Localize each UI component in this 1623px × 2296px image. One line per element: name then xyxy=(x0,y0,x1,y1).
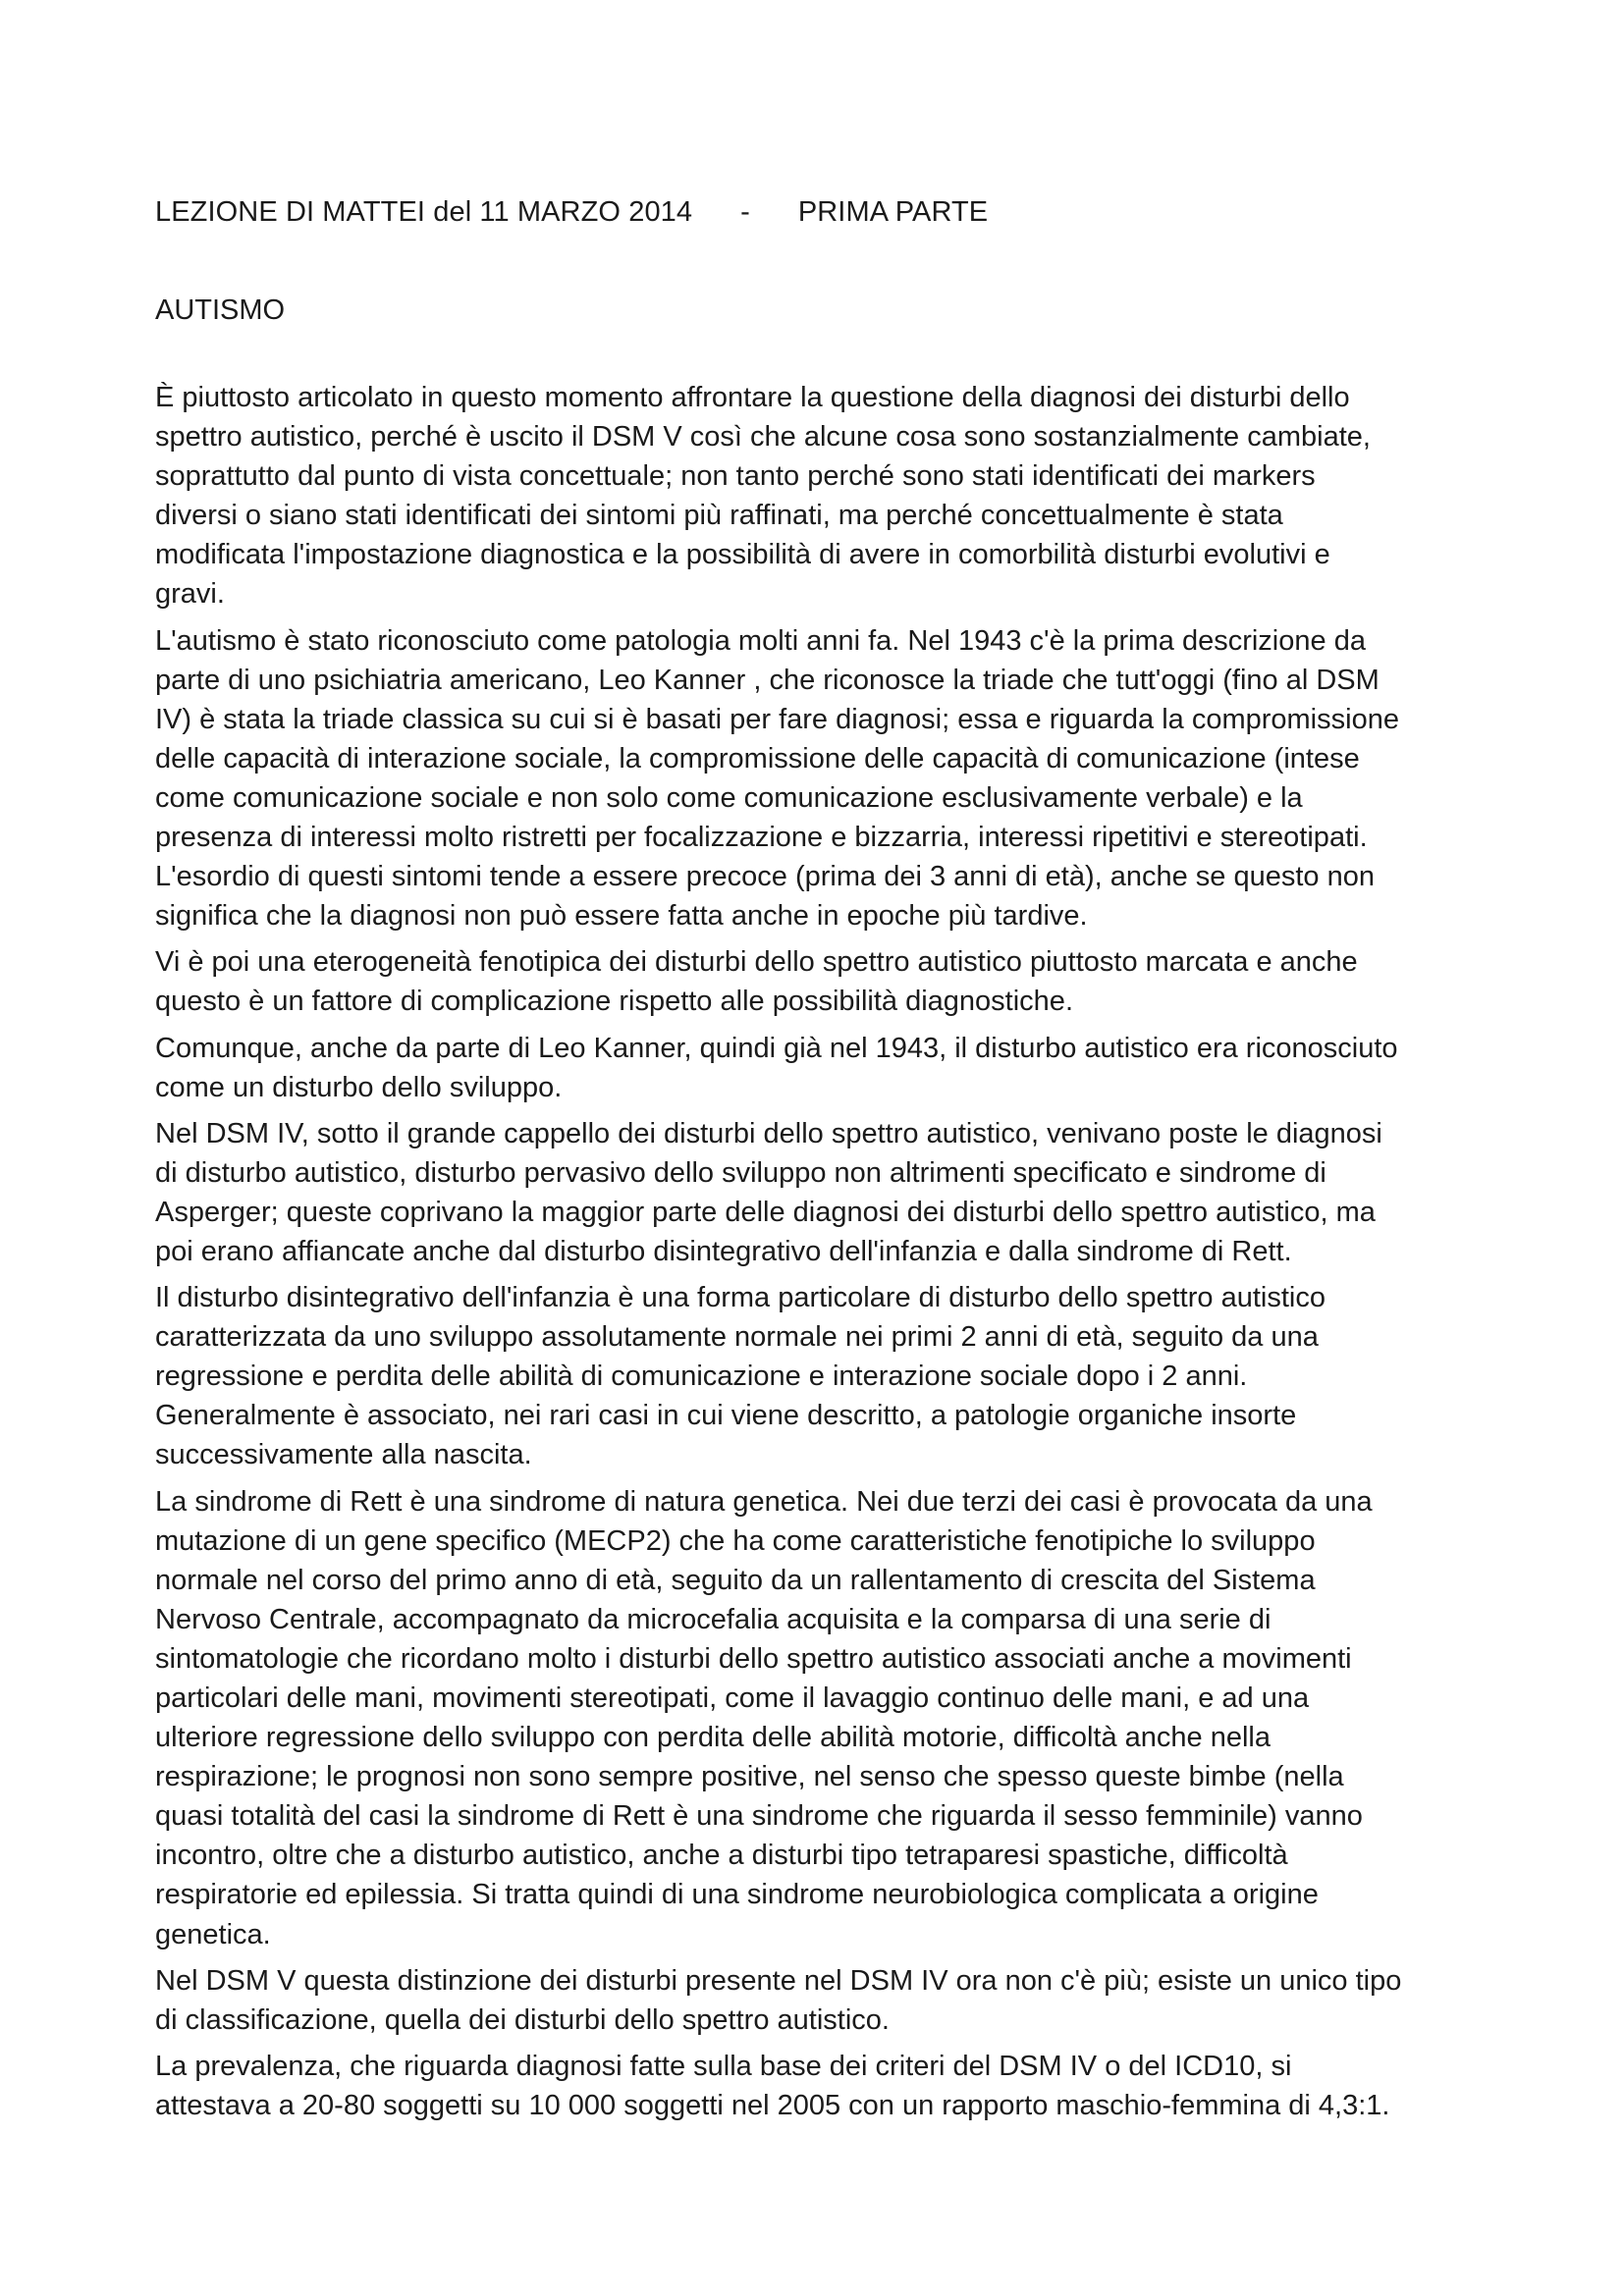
paragraph-dsm-iv xyxy=(155,1114,1490,1271)
text-line: respirazione; le prognosi non sono sempre positive, nel senso che spesso queste bimbe (nella xyxy=(155,1761,1344,1793)
text-line: La sindrome di Rett è una sindrome di natura genetica. Nei due terzi dei casi è provocata da una xyxy=(155,1485,1373,1518)
text-line: ulteriore regressione dello sviluppo con perdita delle abilità motorie, difficoltà anche nella xyxy=(155,1722,1271,1754)
text-line: parte di uno psichiatria americano, Leo Kanner , che riconosce la triade che tutt'oggi (fino al DSM xyxy=(155,664,1380,696)
text-line: significa che la diagnosi non può essere fatta anche in epoche più tardive. xyxy=(155,900,1088,933)
text-line: come un disturbo dello sviluppo. xyxy=(155,1071,563,1103)
text-line: incontro, oltre che a disturbo autistico, anche a disturbi tipo tetraparesi spastiche, difficoltà xyxy=(155,1840,1288,1872)
text-line: questo è un fattore di complicazione rispetto alle possibilità diagnostiche. xyxy=(155,986,1073,1018)
text-line: gravi. xyxy=(155,578,225,611)
text-line: Nel DSM V questa distinzione dei disturbi presente nel DSM IV ora non c'è più; esiste un unico tipo xyxy=(155,1964,1402,1997)
text-line: quasi totalità del casi la sindrome di Rett è una sindrome che riguarda il sesso femminile) vanno xyxy=(155,1800,1363,1833)
paragraph-rett xyxy=(155,1482,1490,1954)
text-line: di classificazione, quella dei disturbi dello spettro autistico. xyxy=(155,2003,890,2036)
text-line: È piuttosto articolato in questo momento affrontare la questione della diagnosi dei disturbi dello xyxy=(155,382,1350,413)
lecture-part: PRIMA PARTE xyxy=(797,196,989,228)
text-line: Il disturbo disintegrativo dell'infanzia è una forma particolare di disturbo dello spettro autistico xyxy=(155,1282,1325,1314)
text-line: L'autismo è stato riconosciuto come patologia molti anni fa. Nel 1943 c'è la prima descrizione da xyxy=(155,624,1366,657)
text-line: IV) è stata la triade classica su cui si è basati per fare diagnosi; essa e riguarda la compromissione xyxy=(155,703,1399,735)
text-line: respiratorie ed epilessia. Si tratta quindi di una sindrome neurobiologica complicata a origine xyxy=(155,1879,1319,1911)
text-line: caratterizzata da uno sviluppo assolutamente normale nei primi 2 anni di età, seguito da una xyxy=(155,1321,1319,1354)
text-line: delle capacità di interazione sociale, la compromissione delle capacità di comunicazione (intese xyxy=(155,742,1360,774)
text-line: genetica. xyxy=(155,1918,271,1950)
paragraph-dsm-v xyxy=(155,1961,1490,2040)
text-line: attestava a 20-80 soggetti su 10 000 soggetti nel 2005 con un rapporto maschio-femmina di 4,3:1. xyxy=(155,2089,1390,2121)
text-line: L'esordio di questi sintomi tende a essere precoce (prima dei 3 anni di età), anche se questo non xyxy=(155,861,1376,893)
header-separator: - xyxy=(740,196,750,228)
text-line: modificata l'impostazione diagnostica e la possibilità di avere in comorbilità disturbi evolutivi e xyxy=(155,539,1330,571)
text-line: Nel DSM IV, sotto il grande cappello dei disturbi dello spettro autistico, venivano poste le diagnosi xyxy=(155,1117,1382,1149)
text-line: di disturbo autistico, disturbo pervasivo dello sviluppo non altrimenti specificato e sindrome di xyxy=(155,1156,1326,1189)
paragraph-heterogeneity xyxy=(155,942,1490,1021)
text-line: La prevalenza, che riguarda diagnosi fatte sulla base dei criteri del DSM IV o del ICD10, si xyxy=(155,2050,1292,2082)
lecture-header xyxy=(155,192,988,232)
text-line: Nervoso Centrale, accompagnato da microcefalia acquisita e la comparsa di una serie di xyxy=(155,1603,1271,1635)
text-line: Asperger; queste coprivano la maggior parte delle diagnosi dei disturbi dello spettro autistico, ma xyxy=(155,1196,1376,1228)
text-line: mutazione di un gene specifico (MECP2) che ha come caratteristiche fenotipiche lo sviluppo xyxy=(155,1524,1316,1557)
text-line: particolari delle mani, movimenti stereotipati, come il lavaggio continuo delle mani, e ad una xyxy=(155,1682,1310,1714)
paragraph-prevalence xyxy=(155,2047,1490,2125)
text-line: diversi o siano stati identificati dei sintomi più raffinati, ma perché concettualmente è stata xyxy=(155,500,1283,532)
text-line: poi erano affiancate anche dal disturbo disintegrativo dell'infanzia e dalla sindrome di Rett. xyxy=(155,1235,1292,1267)
text-line: sintomatologie che ricordano molto i disturbi dello spettro autistico associati anche a movimenti xyxy=(155,1642,1352,1675)
text-line: Generalmente è associato, nei rari casi in cui viene descritto, a patologie organiche insorte xyxy=(155,1400,1297,1432)
text-line: successivamente alla nascita. xyxy=(155,1439,532,1471)
text-line: Comunque, anche da parte di Leo Kanner, quindi già nel 1943, il disturbo autistico era riconosciuto xyxy=(155,1032,1398,1064)
paragraph-intro xyxy=(155,378,1490,614)
section-title: AUTISMO xyxy=(155,294,286,326)
lecture-title: LEZIONE DI MATTEI del 11 MARZO 2014 xyxy=(155,196,693,228)
text-line: normale nel corso del primo anno di età, seguito da un rallentamento di crescita del Sistema xyxy=(155,1564,1316,1596)
paragraph-disintegrative xyxy=(155,1278,1490,1474)
document-body xyxy=(155,378,1490,2132)
text-line: soprattutto dal punto di vista concettuale; non tanto perché sono stati identificati dei markers xyxy=(155,460,1316,493)
text-line: spettro autistico, perché è uscito il DSM V così che alcune cosa sono sostanzialmente cambiate, xyxy=(155,421,1371,454)
paragraph-kanner xyxy=(155,1029,1490,1107)
text-line: come comunicazione sociale e non solo come comunicazione esclusivamente verbale) e la xyxy=(155,781,1303,814)
text-line: presenza di interessi molto ristretti per focalizzazione e bizzarria, interessi ripetitivi e stereotipati. xyxy=(155,822,1368,854)
text-line: regressione e perdita delle abilità di comunicazione e interazione sociale dopo i 2 anni. xyxy=(155,1361,1248,1393)
paragraph-history xyxy=(155,621,1490,936)
text-line: Vi è poi una eterogeneità fenotipica dei disturbi dello spettro autistico piuttosto marcata e anche xyxy=(155,946,1358,979)
